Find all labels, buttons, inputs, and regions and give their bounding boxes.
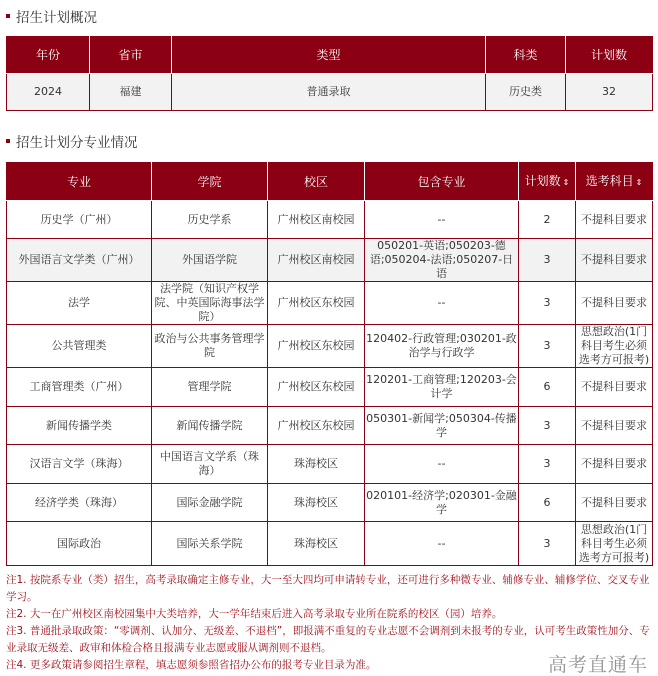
cell: 不提科目要求 [576, 484, 653, 522]
note-line [6, 606, 656, 623]
table-row [7, 282, 653, 325]
cell: 3 [519, 522, 576, 566]
cell: -- [365, 282, 519, 325]
cell: 2 [519, 201, 576, 239]
col-header: 计划数 [566, 37, 653, 74]
cell: 政治与公共事务管理学院 [152, 325, 268, 368]
cell: 120201-工商管理;120203-会计学 [365, 368, 519, 407]
cell: 管理学院 [152, 368, 268, 407]
cell: 历史学系 [152, 201, 268, 239]
cell: 广州校区南校园 [268, 201, 365, 239]
cell: 汉语言文学（珠海） [7, 445, 152, 484]
overview-table [6, 36, 653, 111]
cell: 珠海校区 [268, 445, 365, 484]
note: 注1. 按院系专业（类）招生，高考录取确定主修专业，大一至大四均可申请转专业，还可进行多种微专业、辅修专业、辅修学位、交叉专业学习。 [6, 574, 650, 603]
cell: 广州校区南校园 [268, 239, 365, 282]
section-title-majors [6, 131, 138, 151]
cell: 新闻传播学院 [152, 407, 268, 445]
col-header-included: 包含专业 [365, 163, 519, 201]
cell: 国际政治 [7, 522, 152, 566]
note-line [6, 572, 656, 606]
majors-section [6, 162, 652, 674]
cell: 思想政治(1门科目考生必须选考方可报考) [576, 522, 653, 566]
cell: 050301-新闻学;050304-传播学 [365, 407, 519, 445]
cell: 国际关系学院 [152, 522, 268, 566]
cell: 公共管理类 [7, 325, 152, 368]
watermark: 高考直通车 [547, 654, 648, 676]
cell: 福建 [90, 74, 172, 111]
section-title-text: 招生计划分专业情况 [16, 135, 138, 151]
cell: -- [365, 522, 519, 566]
table-header-row [7, 37, 653, 74]
col-header: 年份 [7, 37, 90, 74]
col-header-major: 专业 [7, 163, 152, 201]
cell: 050201-英语;050203-德语;050204-法语;050207-日语 [365, 239, 519, 282]
cell: 经济学类（珠海） [7, 484, 152, 522]
cell: 中国语言文学系（珠海） [152, 445, 268, 484]
notes [6, 572, 656, 674]
cell: 法学 [7, 282, 152, 325]
table-row [7, 239, 653, 282]
table-row [7, 407, 653, 445]
cell: 不提科目要求 [576, 239, 653, 282]
cell: 外国语言文学类（广州） [7, 239, 152, 282]
table-header-row [7, 163, 653, 201]
cell: 不提科目要求 [576, 407, 653, 445]
cell: 6 [519, 484, 576, 522]
cell: 不提科目要求 [576, 282, 653, 325]
col-header: 科类 [486, 37, 566, 74]
section-title-overview [6, 6, 97, 26]
cell: 广州校区东校园 [268, 282, 365, 325]
cell: -- [365, 201, 519, 239]
cell: 不提科目要求 [576, 445, 653, 484]
header-label: 计划数 [524, 173, 561, 188]
cell: -- [365, 445, 519, 484]
cell: 历史类 [486, 74, 566, 111]
cell: 6 [519, 368, 576, 407]
cell: 国际金融学院 [152, 484, 268, 522]
cell: 广州校区东校园 [268, 407, 365, 445]
cell: 珠海校区 [268, 522, 365, 566]
note: 注3. 普通批录取政策：“零调剂、认加分、无级差、不退档”，即报满不重复的专业志愿不会调剂到未报考的专业，认可考生政策性加分、专业录取无级差、政审和体检合格且报满专业志愿或服从调剂则不退档。 [6, 625, 650, 654]
col-header-college: 学院 [152, 163, 268, 201]
cell: 3 [519, 239, 576, 282]
cell: 普通录取 [172, 74, 486, 111]
note: 注2. 大一在广州校区南校园集中大类培养，大一学年结束后进入高考录取专业所在院系的校区（园）培养。 [6, 608, 503, 620]
cell: 广州校区东校园 [268, 368, 365, 407]
cell: 思想政治(1门科目考生必须选考方可报考) [576, 325, 653, 368]
section-title-text: 招生计划概况 [16, 10, 97, 26]
col-header-subjects[interactable] [576, 163, 653, 201]
cell: 不提科目要求 [576, 368, 653, 407]
sort-icon[interactable]: ⇕ [635, 177, 643, 187]
cell: 法学院（知识产权学院、中英国际海事法学院） [152, 282, 268, 325]
sort-icon[interactable]: ⇕ [562, 177, 570, 187]
majors-table [6, 162, 653, 566]
cell: 020101-经济学;020301-金融学 [365, 484, 519, 522]
header-label: 选考科目 [585, 173, 634, 188]
table-row [7, 484, 653, 522]
cell: 3 [519, 407, 576, 445]
bullet-icon [6, 139, 10, 143]
table-row [7, 325, 653, 368]
cell: 3 [519, 325, 576, 368]
cell: 历史学（广州） [7, 201, 152, 239]
table-row [7, 74, 653, 111]
cell: 新闻传播学类 [7, 407, 152, 445]
cell: 外国语学院 [152, 239, 268, 282]
cell: 3 [519, 445, 576, 484]
table-row [7, 445, 653, 484]
col-header: 省市 [90, 37, 172, 74]
table-row [7, 201, 653, 239]
col-header-plan-count[interactable] [519, 163, 576, 201]
cell: 120402-行政管理;030201-政治学与行政学 [365, 325, 519, 368]
cell: 工商管理类（广州） [7, 368, 152, 407]
cell: 32 [566, 74, 653, 111]
cell: 3 [519, 282, 576, 325]
cell: 不提科目要求 [576, 201, 653, 239]
note: 注4. 更多政策请参阅招生章程，填志愿须参照省招办公布的报考专业目录为准。 [6, 659, 377, 671]
col-header-campus: 校区 [268, 163, 365, 201]
table-row [7, 522, 653, 566]
table-row [7, 368, 653, 407]
cell: 2024 [7, 74, 90, 111]
cell: 珠海校区 [268, 484, 365, 522]
cell: 广州校区东校园 [268, 325, 365, 368]
note-line [6, 623, 656, 657]
col-header: 类型 [172, 37, 486, 74]
bullet-icon [6, 14, 10, 18]
